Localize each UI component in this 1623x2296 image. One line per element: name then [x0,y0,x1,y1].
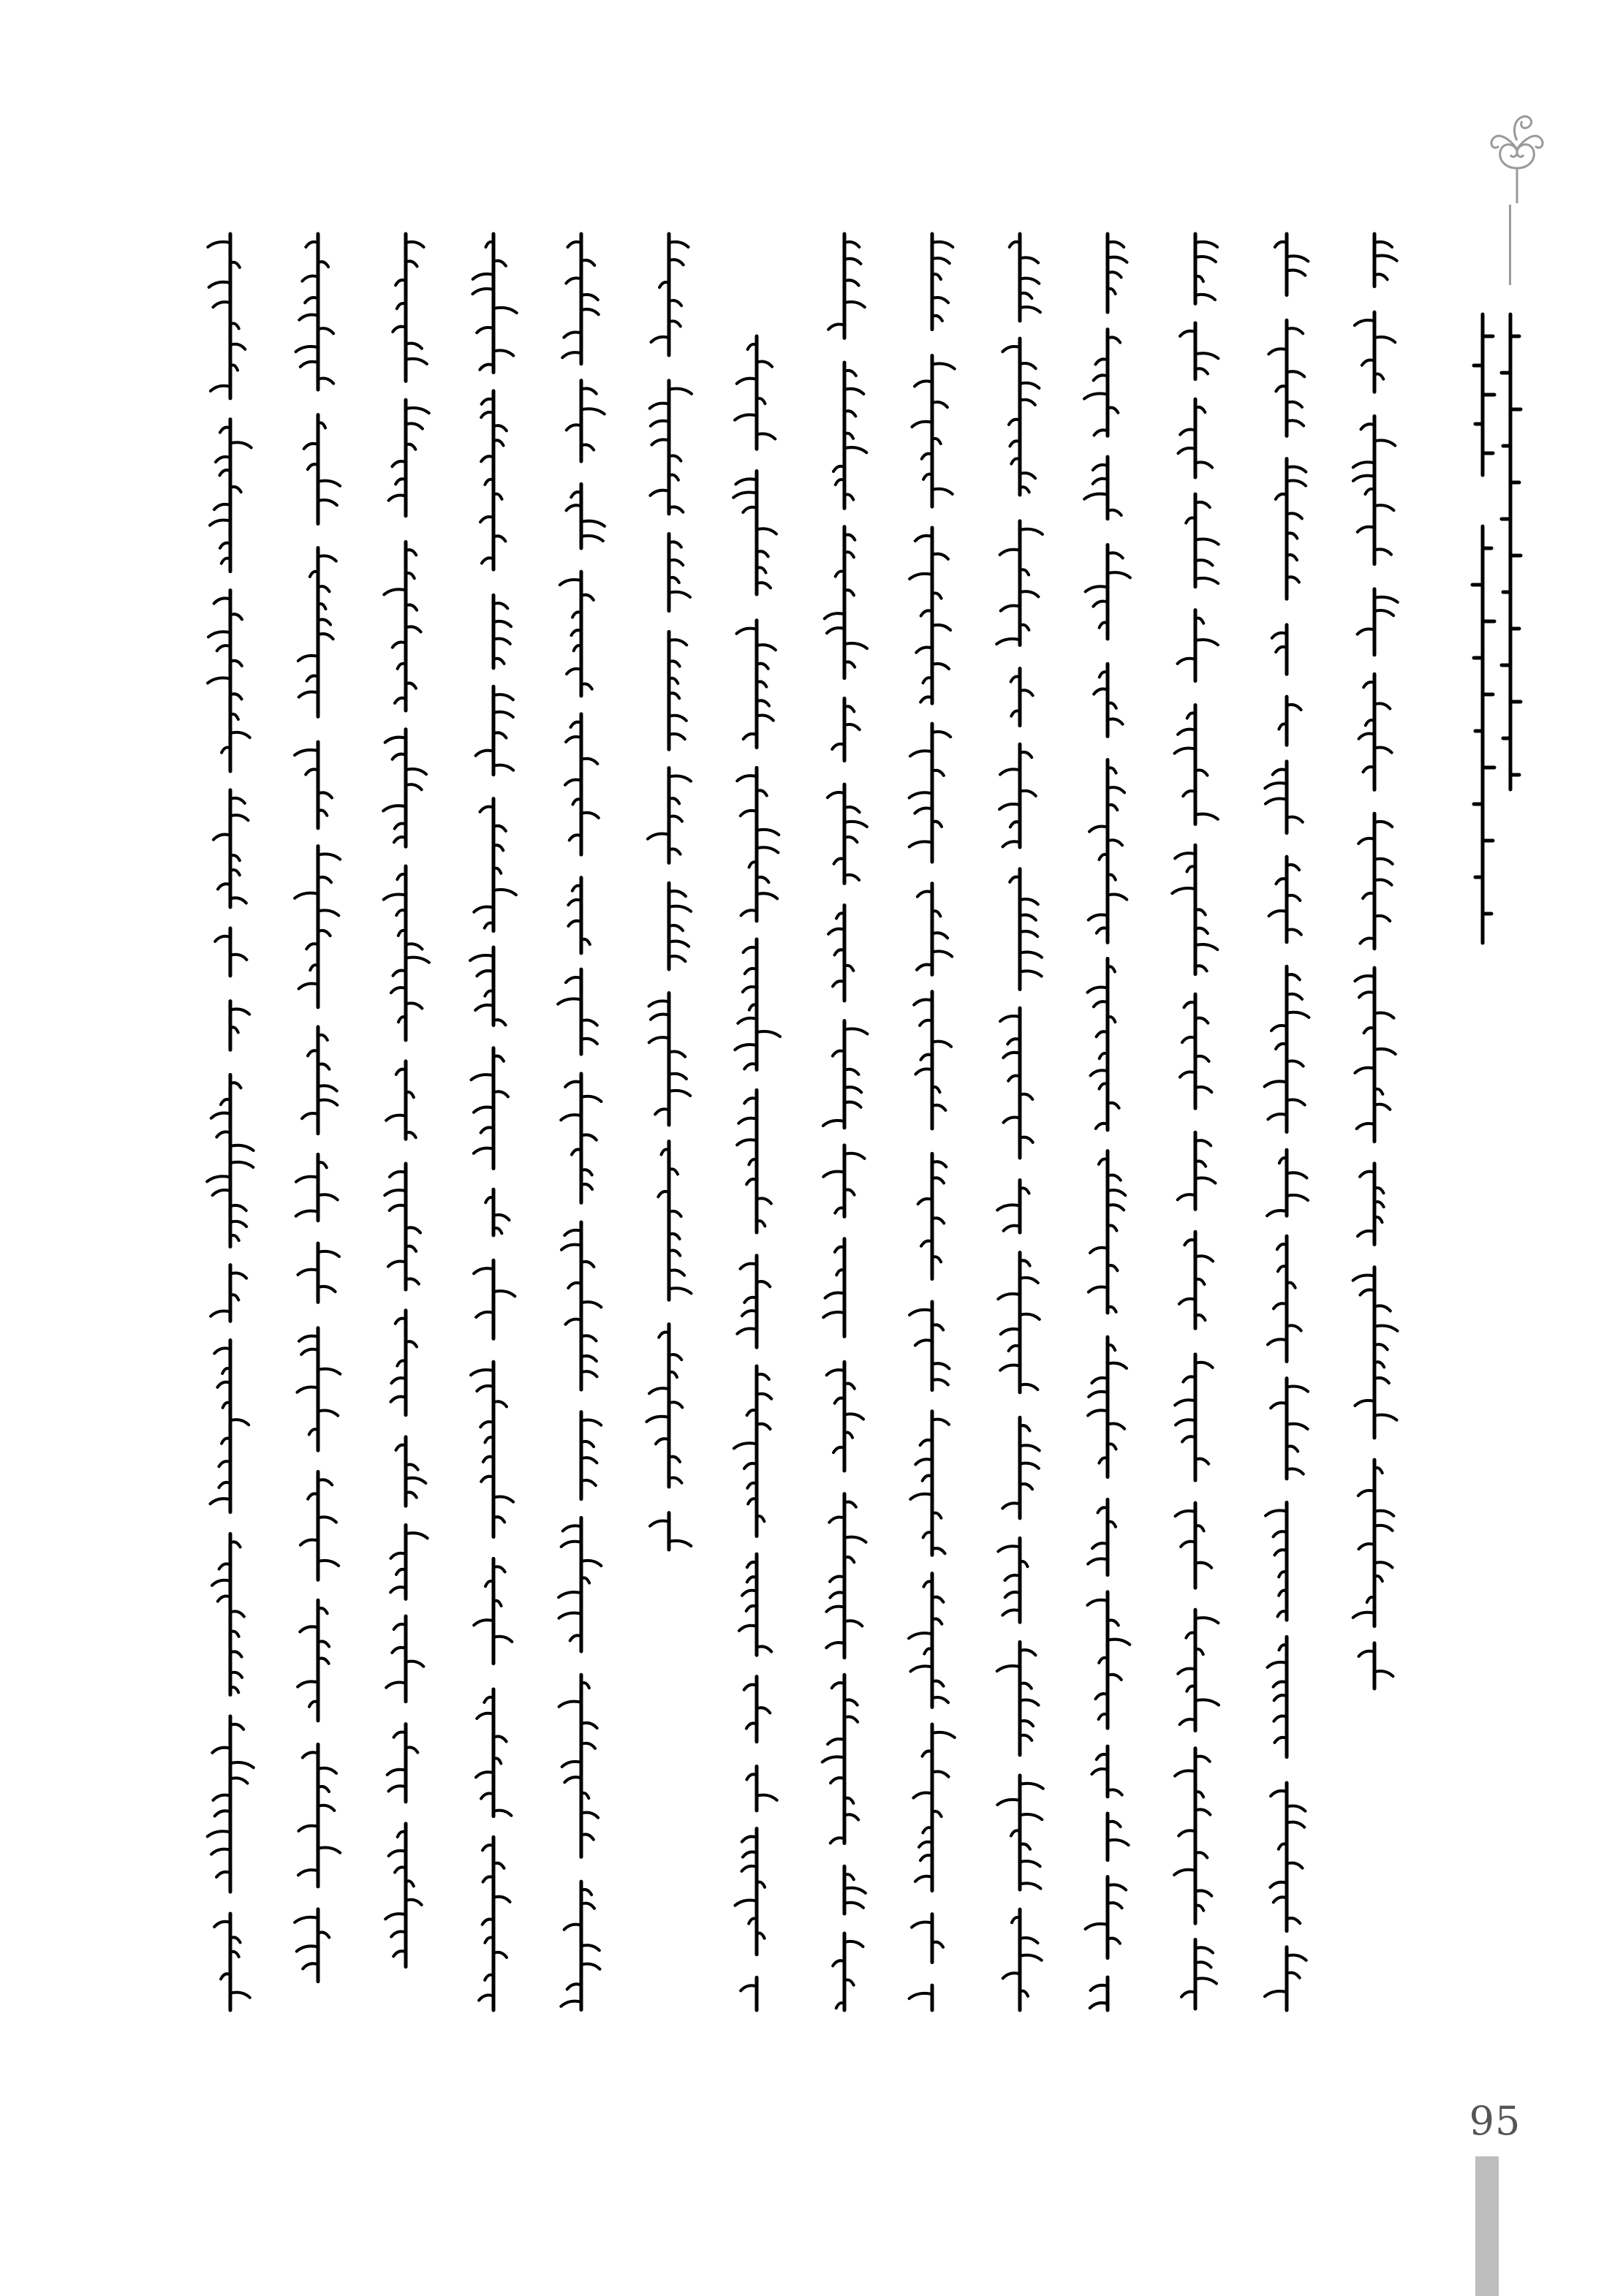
text-column [996,234,1043,2010]
thumb-index-tab [1475,2156,1499,2296]
text-column [733,336,780,2010]
swirl-ornament-icon [1477,110,1557,205]
text-column [1172,234,1219,2009]
page-number: 95 [1469,2098,1521,2144]
text-column [646,234,692,1550]
running-header-title [1462,307,1528,950]
text-column [1084,234,1130,2010]
text-column [909,234,955,2010]
text-column [295,234,340,1982]
text-column [470,234,517,2010]
text-column [1353,234,1398,1689]
text-column [558,234,605,2009]
body-text-columns [183,219,1440,2047]
text-column [1265,234,1309,2010]
header-rule [1509,205,1511,285]
text-column [383,234,429,1967]
text-column [822,234,868,2010]
text-column [207,234,254,2010]
